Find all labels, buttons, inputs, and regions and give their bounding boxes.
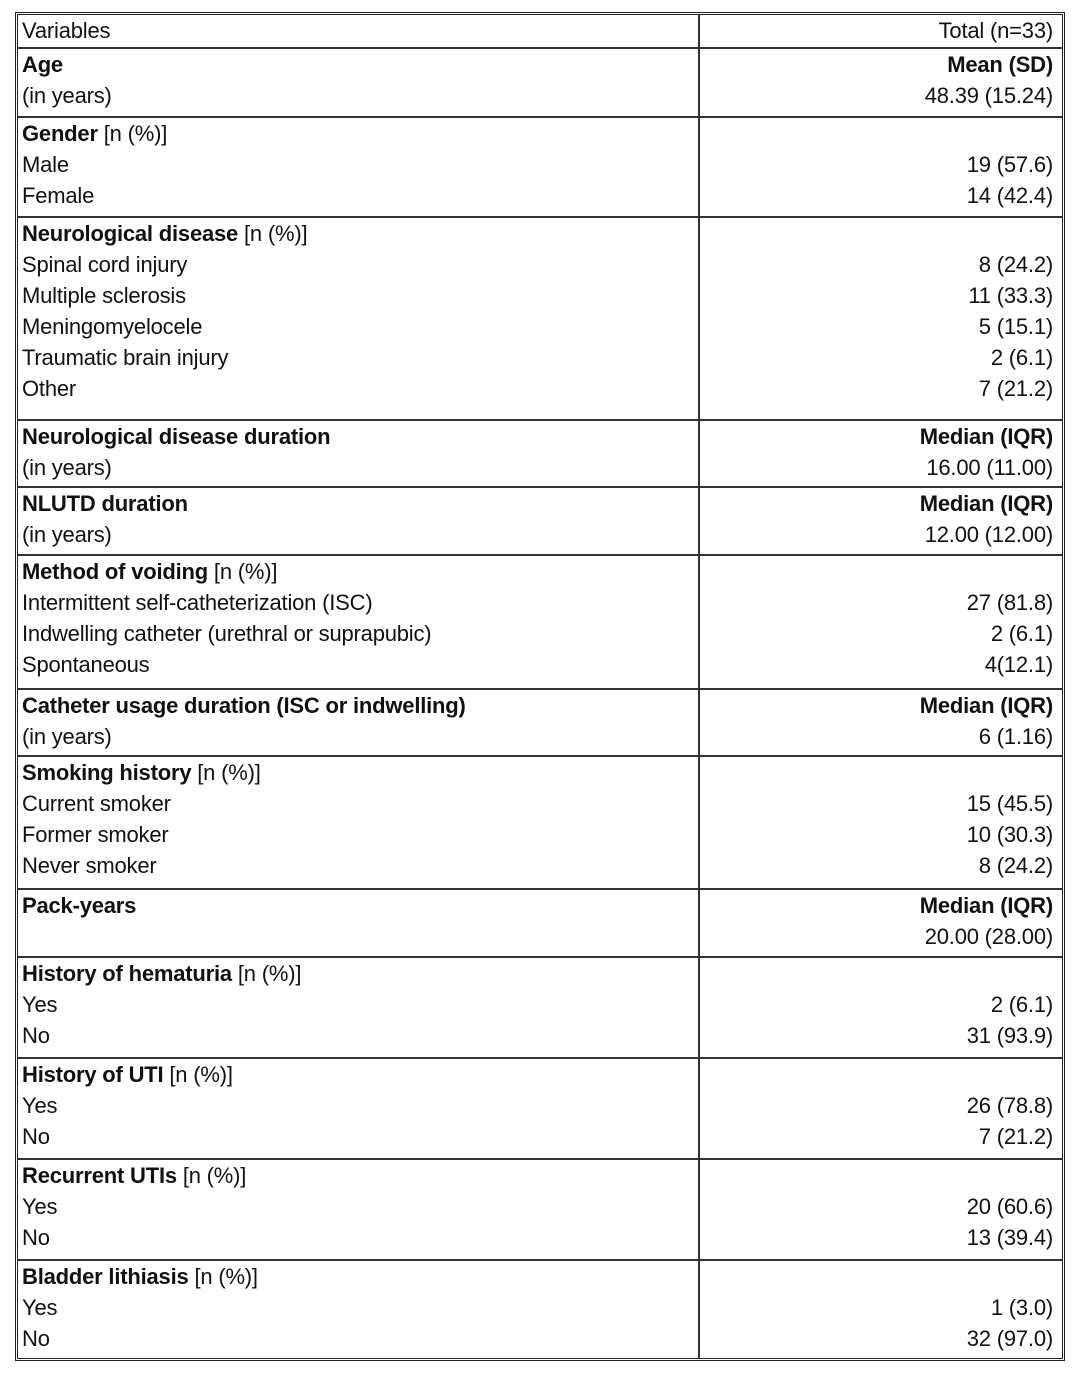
table-section bbox=[18, 554, 1062, 688]
table-row bbox=[18, 118, 1062, 149]
row-label: No bbox=[22, 1225, 50, 1250]
row-label: Spinal cord injury bbox=[22, 252, 188, 277]
table-section bbox=[18, 888, 1062, 956]
table-row bbox=[18, 342, 1062, 373]
row-value: Mean (SD) bbox=[947, 52, 1053, 77]
row-label: Yes bbox=[22, 992, 58, 1017]
row-label: Age bbox=[22, 52, 63, 77]
table-section bbox=[18, 216, 1062, 419]
row-value: 5 (15.1) bbox=[978, 314, 1053, 339]
table-row bbox=[18, 989, 1062, 1020]
table-section bbox=[18, 486, 1062, 554]
table-section bbox=[18, 1057, 1062, 1158]
row-value: 16.00 (11.00) bbox=[926, 455, 1053, 480]
row-label: Gender bbox=[22, 121, 98, 146]
table-row bbox=[18, 1323, 1062, 1354]
table-row bbox=[18, 373, 1062, 404]
row-label: (in years) bbox=[22, 724, 112, 749]
row-label-unit: [n (%)] bbox=[208, 559, 278, 584]
row-label: (in years) bbox=[22, 522, 112, 547]
table-row bbox=[18, 488, 1062, 519]
row-label: (in years) bbox=[22, 83, 112, 108]
row-value: 8 (24.2) bbox=[978, 853, 1053, 878]
row-value: 6 (1.16) bbox=[978, 724, 1053, 749]
row-value: 10 (30.3) bbox=[966, 822, 1053, 847]
row-value: 48.39 (15.24) bbox=[924, 83, 1053, 108]
row-label: Neurological disease bbox=[22, 221, 239, 246]
row-value: 2 (6.1) bbox=[990, 621, 1053, 646]
table-row bbox=[18, 1261, 1062, 1292]
table-row bbox=[18, 788, 1062, 819]
table-section bbox=[18, 47, 1062, 116]
row-label: Female bbox=[22, 183, 95, 208]
table-row bbox=[18, 690, 1062, 721]
row-label-group bbox=[22, 1059, 233, 1090]
table-row bbox=[18, 890, 1062, 921]
row-label: Pack-years bbox=[22, 893, 137, 918]
table-row bbox=[18, 618, 1062, 649]
row-label: Current smoker bbox=[22, 791, 171, 816]
row-value: 1 (3.0) bbox=[990, 1295, 1053, 1320]
row-label-unit: [n (%)] bbox=[176, 1163, 247, 1188]
table-row bbox=[18, 649, 1062, 680]
row-value: Median (IQR) bbox=[919, 424, 1053, 449]
row-value: 11 (33.3) bbox=[968, 283, 1053, 308]
row-value: 7 (21.2) bbox=[978, 1124, 1053, 1149]
table-section bbox=[18, 419, 1062, 486]
row-label: Bladder lithiasis bbox=[22, 1264, 189, 1289]
row-value: 15 (45.5) bbox=[966, 791, 1053, 816]
table-row bbox=[18, 556, 1062, 587]
row-value: 27 (81.8) bbox=[966, 590, 1053, 615]
row-label: Method of voiding bbox=[22, 559, 209, 584]
row-value: 31 (93.9) bbox=[966, 1023, 1053, 1048]
row-label: Other bbox=[22, 376, 77, 401]
demographics-table bbox=[15, 12, 1065, 1361]
row-value: 7 (21.2) bbox=[978, 376, 1053, 401]
table-section bbox=[18, 1259, 1062, 1358]
row-value: 20.00 (28.00) bbox=[924, 924, 1053, 949]
row-label: Yes bbox=[22, 1295, 58, 1320]
row-label: NLUTD duration bbox=[22, 491, 188, 516]
table-row bbox=[18, 1059, 1062, 1090]
row-value: Median (IQR) bbox=[919, 693, 1053, 718]
table-row bbox=[18, 721, 1062, 752]
header-variables: Variables bbox=[22, 18, 111, 43]
table-section bbox=[18, 688, 1062, 755]
row-label: Never smoker bbox=[22, 853, 157, 878]
row-label-group bbox=[22, 958, 301, 989]
row-label-group bbox=[22, 757, 261, 788]
row-label-unit: [n (%)] bbox=[191, 760, 261, 785]
row-label: Meningomyelocele bbox=[22, 314, 203, 339]
row-label: Male bbox=[22, 152, 69, 177]
table-section bbox=[18, 1158, 1062, 1259]
row-label: Indwelling catheter (urethral or suprapubic) bbox=[22, 621, 432, 646]
row-value: Median (IQR) bbox=[919, 491, 1053, 516]
row-value: 32 (97.0) bbox=[966, 1326, 1053, 1351]
row-label: Multiple sclerosis bbox=[22, 283, 186, 308]
table-row bbox=[18, 1222, 1062, 1253]
row-label: Smoking history bbox=[22, 760, 192, 785]
row-value: 20 (60.6) bbox=[966, 1194, 1053, 1219]
table-row bbox=[18, 1292, 1062, 1323]
table-row bbox=[18, 421, 1062, 452]
row-value: 14 (42.4) bbox=[966, 183, 1053, 208]
table-row bbox=[18, 1191, 1062, 1222]
row-label-unit: [n (%)] bbox=[97, 121, 168, 146]
row-label-group bbox=[22, 218, 307, 249]
table-row bbox=[18, 819, 1062, 850]
row-label: No bbox=[22, 1124, 50, 1149]
row-label: Traumatic brain injury bbox=[22, 345, 229, 370]
row-label-group bbox=[22, 118, 167, 149]
table-section bbox=[18, 116, 1062, 216]
table-row bbox=[18, 1160, 1062, 1191]
row-label: No bbox=[22, 1326, 50, 1351]
row-value: 4(12.1) bbox=[984, 652, 1053, 677]
table-row bbox=[18, 958, 1062, 989]
row-value: 12.00 (12.00) bbox=[924, 522, 1053, 547]
row-label-group bbox=[22, 1160, 246, 1191]
table-row bbox=[18, 519, 1062, 550]
row-value: 13 (39.4) bbox=[966, 1225, 1053, 1250]
table-row bbox=[18, 1121, 1062, 1152]
row-label: Neurological disease duration bbox=[22, 424, 331, 449]
table-row bbox=[18, 218, 1062, 249]
table-section bbox=[18, 755, 1062, 888]
row-label: No bbox=[22, 1023, 50, 1048]
row-label-unit: [n (%)] bbox=[188, 1264, 258, 1289]
row-label: History of UTI bbox=[22, 1062, 164, 1087]
header-total: Total (n=33) bbox=[938, 18, 1053, 43]
table-row bbox=[18, 249, 1062, 280]
table-row bbox=[18, 80, 1062, 111]
row-label: (in years) bbox=[22, 455, 112, 480]
row-value: 26 (78.8) bbox=[966, 1093, 1053, 1118]
table-row bbox=[18, 280, 1062, 311]
row-value: 2 (6.1) bbox=[990, 345, 1053, 370]
row-label: History of hematuria bbox=[22, 961, 232, 986]
table-row bbox=[18, 180, 1062, 211]
table-section bbox=[18, 956, 1062, 1057]
row-label: Yes bbox=[22, 1194, 58, 1219]
table-row bbox=[18, 587, 1062, 618]
row-value: 19 (57.6) bbox=[966, 152, 1053, 177]
row-value: 8 (24.2) bbox=[978, 252, 1053, 277]
table-row bbox=[18, 311, 1062, 342]
table-row bbox=[18, 49, 1062, 80]
row-value: 2 (6.1) bbox=[990, 992, 1053, 1017]
row-label-unit: [n (%)] bbox=[238, 221, 308, 246]
row-label: Spontaneous bbox=[22, 652, 150, 677]
table-row bbox=[18, 1090, 1062, 1121]
row-label-unit: [n (%)] bbox=[231, 961, 302, 986]
row-label: Intermittent self-catheterization (ISC) bbox=[22, 590, 373, 615]
table-row bbox=[18, 1020, 1062, 1051]
table-header bbox=[18, 15, 1062, 47]
row-label: Yes bbox=[22, 1093, 58, 1118]
row-label: Former smoker bbox=[22, 822, 169, 847]
table-row bbox=[18, 452, 1062, 483]
table-row bbox=[18, 850, 1062, 881]
table-row bbox=[18, 921, 1062, 952]
row-label-group bbox=[22, 1261, 258, 1292]
row-label-unit: [n (%)] bbox=[163, 1062, 233, 1087]
row-label-group bbox=[22, 556, 277, 587]
table-row bbox=[18, 149, 1062, 180]
row-label: Catheter usage duration (ISC or indwelling) bbox=[22, 693, 466, 718]
row-value: Median (IQR) bbox=[919, 893, 1053, 918]
row-label: Recurrent UTIs bbox=[22, 1163, 177, 1188]
table-row bbox=[18, 757, 1062, 788]
